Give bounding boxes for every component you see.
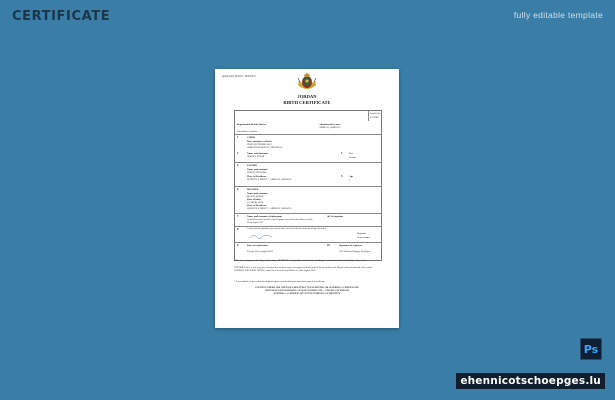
footnote-1: In/Do of a surrogacy in the Hague Convention, IT SHORT - An Apostille was issued by the Hague Convention article of the Hague Convention. <box>234 260 367 262</box>
section-3-number: 3. <box>341 152 343 155</box>
section-2-number: 2. <box>237 152 239 155</box>
informant-note-1: Certificate received from Dr. Chief Registrar was found in the district of Arbor <box>247 219 313 221</box>
informant-note-2: Ticket August 2022 <box>247 222 264 224</box>
signature-role: of informant <box>357 236 370 239</box>
certificate-footer <box>234 260 380 322</box>
child-section-title: CHILD <box>247 136 256 139</box>
family-no-label: Family No. <box>370 112 381 115</box>
informant-label: Name and surname of informant <box>247 215 282 218</box>
footnote-2: CERTIFIED to be a true copy of an entry in the certified copy of a register of Births held in the in Jordan in the District above mentioned. Given at the GENERAL REGISTER OFFICE, under the seal of the said Office on 12th August, 2021. <box>234 267 373 272</box>
page-title: CERTIFICATE <box>12 9 111 24</box>
name-value: ISMAEL SUBHI <box>247 155 265 158</box>
site-watermark: ehennicotschoepges.lu <box>456 373 605 389</box>
photoshop-icon: Ps <box>580 338 602 360</box>
registrar-label: Signature of registrar <box>339 244 363 247</box>
caution-line-2: AND USING OR POSSESSING A FALSE CERTIFICATE. ©CROWN COPYRIGHT <box>264 290 350 292</box>
father-residence-label: Place of Residence <box>247 175 267 178</box>
sex-label: Sex <box>349 152 353 155</box>
signature-statement: I certify that the particulars given by me above are true to the best of my knowledge and belief. <box>247 228 327 230</box>
caution-line-3: WARNING: A CERTIFICATE IS NOT EVIDENCE OF IDENTITY <box>273 293 341 295</box>
mother-dob-value: 10 APRIL 1984 <box>247 201 263 204</box>
section-1-number: 1. <box>237 136 239 139</box>
section-4-number: 4. <box>237 164 239 167</box>
father-name-value: SUBHI ATTARDO <box>247 171 267 174</box>
reg-date-value: Twenty First August 2021 <box>247 250 274 253</box>
registration-district-label: Registration district Roster <box>237 123 267 126</box>
name-label: Name and Surname <box>247 152 269 155</box>
reg-date-label: Date of registration <box>247 244 268 247</box>
registrar-value: J.M. Wieland Deputy Registrar <box>339 250 371 253</box>
mother-residence-label: Place of Residence <box>247 204 267 207</box>
administrative-area-value: AMMAN, JORDAN <box>319 126 340 129</box>
family-no-box <box>368 111 382 121</box>
document-country: JORDAN <box>297 94 317 99</box>
informant-occupation-label: (b) Occupation <box>327 215 344 218</box>
section-10-number: 10. <box>327 244 331 247</box>
mother-name-value: MARIA SUBHI <box>247 195 264 198</box>
father-section-title: FATHER <box>247 164 258 167</box>
administrative-area-label: Administrative area <box>319 123 341 126</box>
section-9-number: 9. <box>237 244 239 247</box>
section-8-number: 8. <box>237 228 239 231</box>
mother-residence-value: QUEEN'S STREET 1, AMMAN, JORDAN <box>247 207 292 210</box>
mother-name-label: Name and surname <box>247 192 268 195</box>
informant-signature <box>249 233 273 240</box>
mother-section-title: MOTHER <box>247 188 259 191</box>
father-residence-value: QUEEN'S STREET 1, AMMAN, JORDAN <box>247 178 292 181</box>
application-number: Application Number: HDI55041 <box>222 75 256 78</box>
age-label: Age <box>349 175 354 178</box>
signature-line-label: Signature <box>357 232 367 235</box>
certificate-document <box>215 69 399 328</box>
coat-of-arms-icon <box>296 73 318 93</box>
sex-value: Female <box>349 156 357 159</box>
section-7-number: 7. <box>237 215 239 218</box>
father-name-label: Name and surname <box>247 168 268 171</box>
registration-table <box>234 110 382 261</box>
mother-dob-label: Date of birth <box>247 198 261 201</box>
tagline: fully editable template <box>513 10 603 20</box>
dob-value-1: FIRST OCTOBER 2012 <box>247 143 272 146</box>
dob-label: Date and place of birth <box>247 140 272 143</box>
caution-line-1: CAUTION: THERE ARE OFFENCES RELATING TO FALSIFYING OR ALTERING A CERTIFICATE <box>254 287 360 289</box>
sub-district-label: Sub-district Amman <box>237 130 258 133</box>
footnote-3: * For certificate is given from the original register and details of the particular copy of a certificate. <box>234 281 326 283</box>
age-value: 2 <box>349 179 351 182</box>
dob-value-2: JORDAN HOSPITAL, HOSPITAL <box>247 146 283 149</box>
section-6-number: 6. <box>237 188 239 191</box>
family-no-value: 4774184 <box>370 116 379 119</box>
document-title: BIRTH CERTIFICATE <box>283 99 331 105</box>
section-5-number: 5. <box>341 175 343 178</box>
